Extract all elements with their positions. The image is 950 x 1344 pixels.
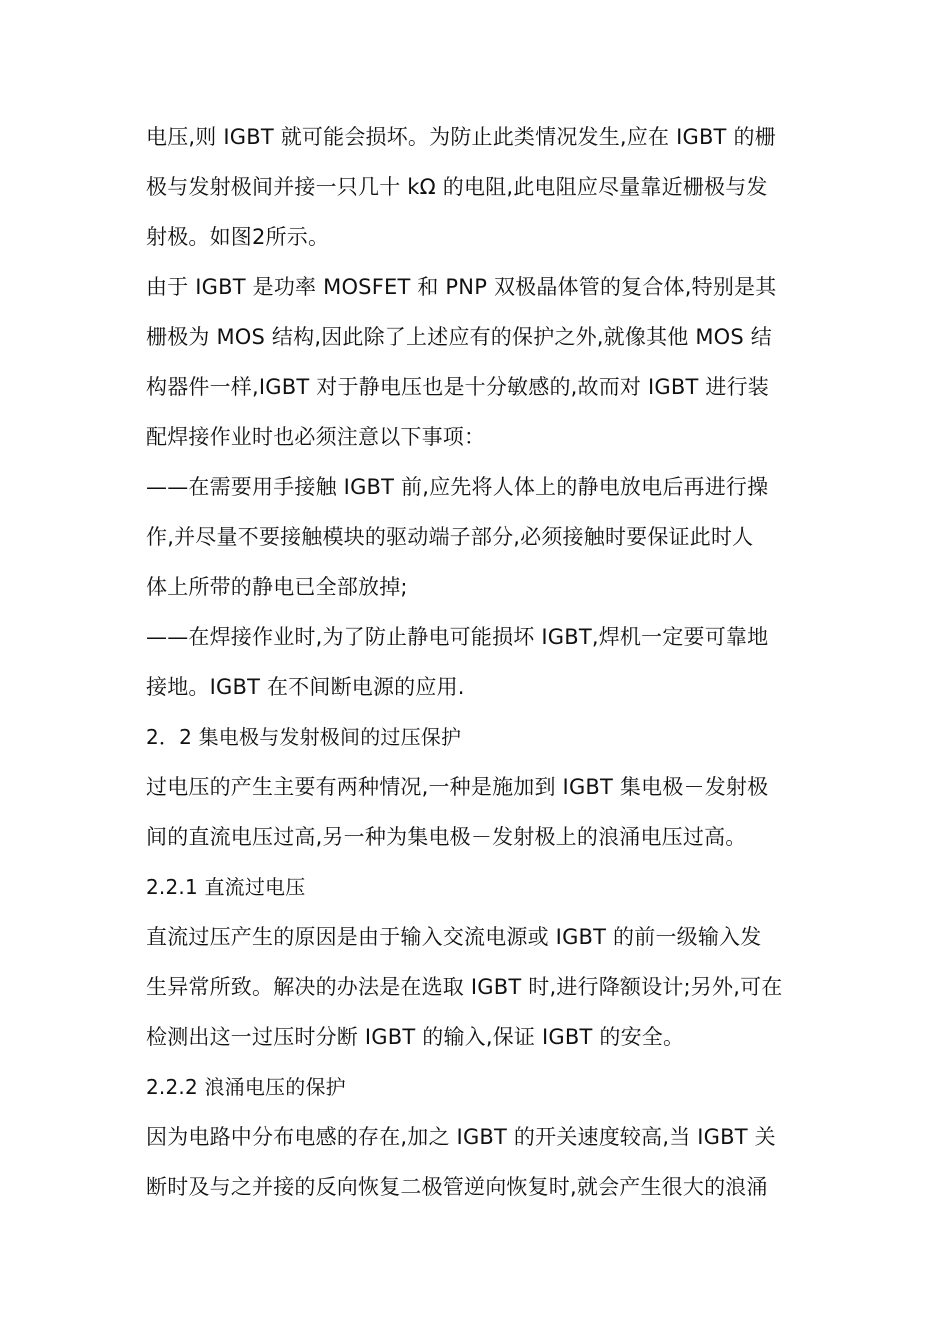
paragraph-overvoltage-causes xyxy=(146,762,810,862)
paragraph-gate-resistor xyxy=(146,112,810,262)
heading-line: 2．2 集电极与发射极间的过压保护 xyxy=(146,725,462,749)
paragraph-static-sensitivity xyxy=(146,262,810,462)
text-line: 配焊接作业时也必须注意以下事项： xyxy=(146,425,486,449)
text-line: 检测出这一过压时分断 IGBT 的输入,保证 IGBT 的安全。 xyxy=(146,1025,685,1049)
section-heading-surge-protection xyxy=(146,1062,810,1112)
text-line: 体上所带的静电已全部放掉; xyxy=(146,575,408,599)
paragraph-dc-overvoltage xyxy=(146,912,810,1062)
text-line: 极与发射极间并接一只几十 kΩ 的电阻,此电阻应尽量靠近栅极与发 xyxy=(146,175,768,199)
text-line: 因为电路中分布电感的存在,加之 IGBT 的开关速度较高,当 IGBT 关 xyxy=(146,1125,776,1149)
paragraph-hand-contact-note xyxy=(146,462,810,612)
text-line: 直流过压产生的原因是由于输入交流电源或 IGBT 的前一级输入发 xyxy=(146,925,762,949)
text-line: 射极。如图2所示。 xyxy=(146,225,330,249)
text-line: 电压,则 IGBT 就可能会损坏。为防止此类情况发生,应在 IGBT 的栅 xyxy=(146,125,776,149)
section-heading-dc-overvoltage xyxy=(146,862,810,912)
text-line: 间的直流电压过高,另一种为集电极－发射极上的浪涌电压过高。 xyxy=(146,825,747,849)
text-line: 断时及与之并接的反向恢复二极管逆向恢复时,就会产生很大的浪涌 xyxy=(146,1175,768,1199)
heading-line: 2.2.2 浪涌电压的保护 xyxy=(146,1075,346,1099)
section-heading-overvoltage xyxy=(146,712,810,762)
text-line: 栅极为 MOS 结构,因此除了上述应有的保护之外,就像其他 MOS 结 xyxy=(146,325,773,349)
paragraph-surge-voltage xyxy=(146,1112,810,1212)
text-line: 作,并尽量不要接触模块的驱动端子部分,必须接触时要保证此时人 xyxy=(146,525,754,549)
heading-line: 2.2.1 直流过电压 xyxy=(146,875,306,899)
text-line: 接地。IGBT 在不间断电源的应用. xyxy=(146,675,465,699)
text-line: ——在需要用手接触 IGBT 前,应先将人体上的静电放电后再进行操 xyxy=(146,475,769,499)
text-line: 过电压的产生主要有两种情况,一种是施加到 IGBT 集电极－发射极 xyxy=(146,775,769,799)
paragraph-welding-note xyxy=(146,612,810,712)
text-line: 由于 IGBT 是功率 MOSFET 和 PNP 双极晶体管的复合体,特别是其 xyxy=(146,275,777,299)
document-body xyxy=(146,112,810,1212)
text-line: 构器件一样,IGBT 对于静电压也是十分敏感的,故而对 IGBT 进行装 xyxy=(146,375,769,399)
text-line: ——在焊接作业时,为了防止静电可能损坏 IGBT,焊机一定要可靠地 xyxy=(146,625,769,649)
text-line: 生异常所致。解决的办法是在选取 IGBT 时,进行降额设计;另外,可在 xyxy=(146,975,783,999)
